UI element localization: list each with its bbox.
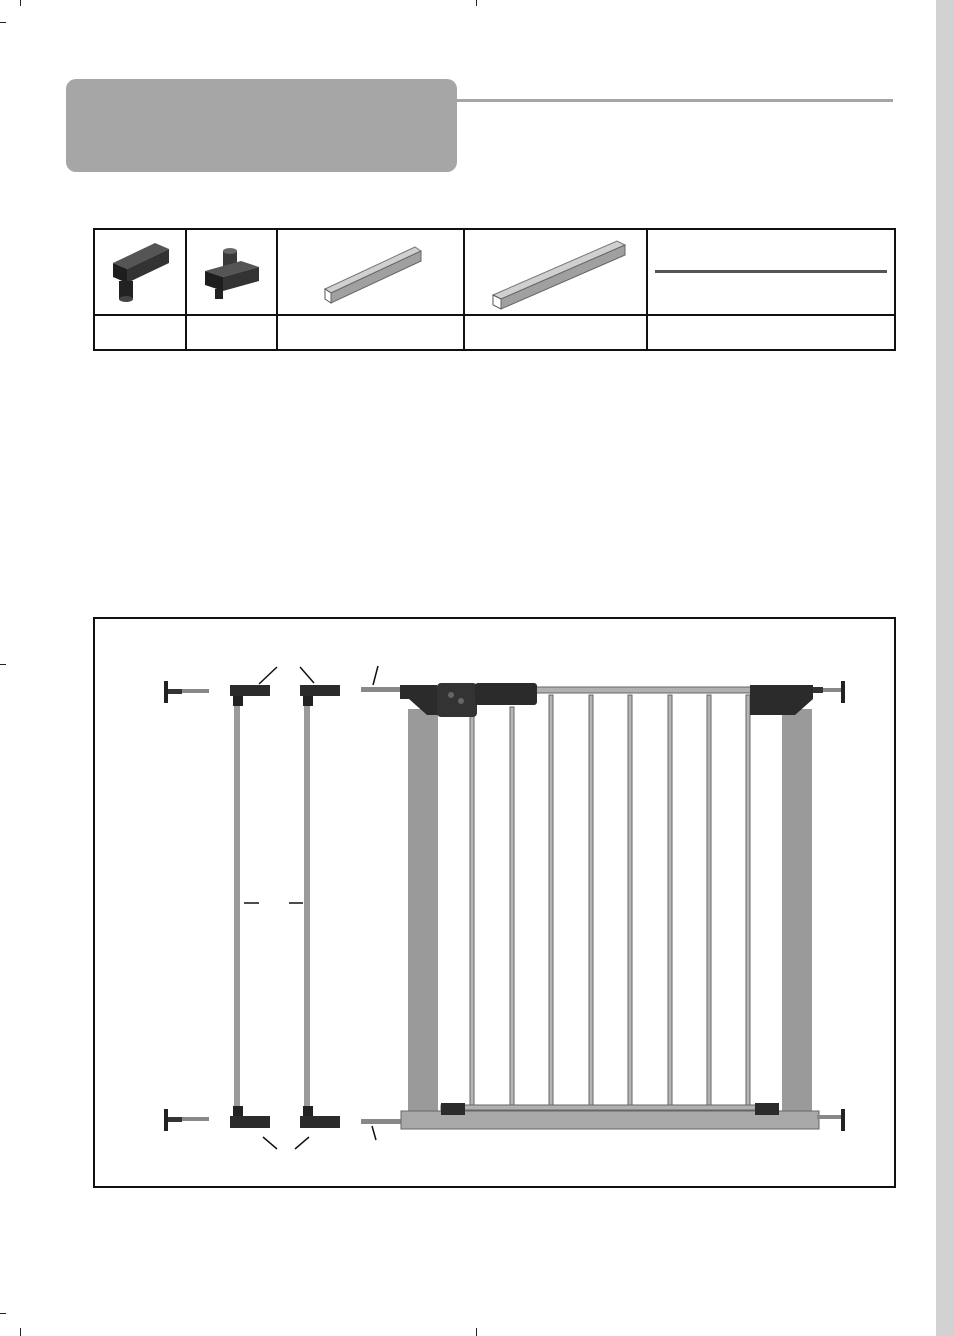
gate-right-hinge	[750, 685, 823, 715]
callout-lines	[244, 666, 378, 1149]
page-edge-strip	[936, 0, 954, 1336]
gate-assembly-illustration	[95, 619, 894, 1186]
quantity-cell	[648, 316, 894, 351]
pressure-spindle-top-right	[823, 681, 845, 703]
crop-mark-left-mid	[0, 664, 6, 665]
extension-piece-2	[300, 685, 340, 1128]
bottom-latch-right	[755, 1103, 779, 1115]
assembly-diagram-frame	[93, 617, 896, 1188]
crop-mark-top-left	[20, 0, 21, 6]
long-tube-icon	[481, 235, 631, 310]
section-header-box	[66, 79, 457, 172]
part-end-connector	[95, 230, 185, 314]
crop-mark-left-bottom	[0, 1313, 6, 1314]
quantity-cell	[187, 316, 276, 351]
quantity-cell	[278, 316, 463, 351]
part-long-rod	[648, 230, 894, 314]
rod-icon	[653, 267, 889, 277]
part-screw-connector	[187, 230, 276, 314]
gate-bars	[470, 695, 750, 1105]
pressure-spindle-top-left	[164, 681, 209, 703]
pressure-spindle-bottom-left	[164, 1109, 209, 1131]
gate-bottom-rail	[441, 1105, 777, 1110]
short-tube-icon	[311, 237, 431, 307]
gate-frame	[401, 687, 819, 1129]
end-connector-icon	[105, 237, 175, 307]
pressure-spindle-bottom-right	[817, 1109, 845, 1131]
crop-mark-bottom	[476, 1328, 477, 1336]
screw-connector-icon	[197, 237, 267, 307]
quantity-cell	[95, 316, 185, 351]
rod-bottom	[361, 1119, 406, 1124]
part-long-extension-tube	[465, 230, 646, 314]
parts-table	[93, 228, 896, 351]
part-short-extension-tube	[278, 230, 463, 314]
extension-piece-1	[230, 685, 270, 1128]
crop-mark-bottom-left	[20, 1328, 21, 1336]
header-rule	[457, 99, 893, 102]
quantity-cell	[465, 316, 646, 351]
rod-top	[361, 687, 406, 692]
bottom-latch-left	[441, 1103, 465, 1115]
crop-mark-top	[476, 0, 477, 6]
crop-mark-left-top	[0, 22, 6, 23]
